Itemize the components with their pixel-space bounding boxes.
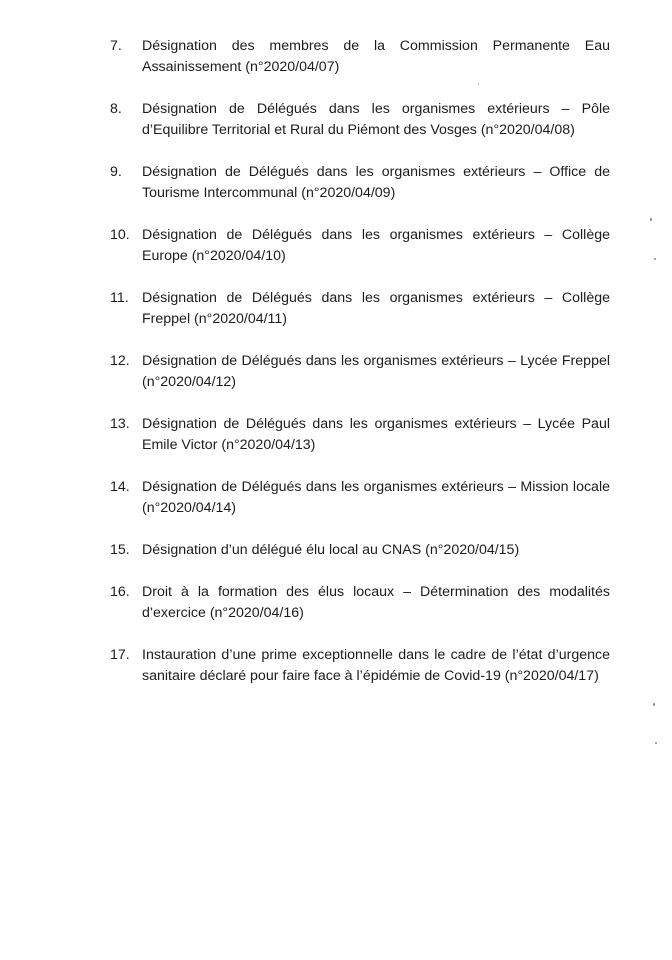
agenda-item-16 (110, 582, 610, 624)
agenda-item-7 (110, 36, 610, 78)
item-number: 11. (110, 290, 129, 306)
item-number: 16. (110, 584, 130, 600)
item-text: Désignation des membres de la Commission Permanente Eau Assainissement (n°2020/04/07) (142, 38, 610, 75)
item-text: Désignation de Délégués dans les organismes extérieurs – Pôle d’Equilibre Territorial et Rural du Piémont des Vosges (n°2020/04/08) (142, 101, 610, 138)
item-text: Désignation de Délégués dans les organismes extérieurs – Collège Europe (n°2020/04/10) (142, 227, 610, 264)
item-text: Désignation de Délégués dans les organismes extérieurs – Mission locale (n°2020/04/14) (142, 479, 610, 516)
scan-speck (478, 83, 479, 85)
agenda-item-11 (110, 288, 610, 330)
agenda-item-14 (110, 477, 610, 519)
item-number: 17. (110, 647, 130, 663)
agenda-item-8 (110, 99, 610, 141)
item-number: 9. (110, 164, 122, 180)
item-text: Droit à la formation des élus locaux – Détermination des modalités d’exercice (n°2020/04/16) (142, 584, 610, 621)
item-number: 13. (110, 416, 130, 432)
agenda-item-17 (110, 645, 610, 687)
scan-speck (653, 703, 655, 706)
item-number: 8. (110, 101, 122, 117)
item-number: 12. (110, 353, 130, 369)
item-number: 10. (110, 227, 130, 243)
scan-speck (655, 742, 657, 744)
item-text: Instauration d’une prime exceptionnelle dans le cadre de l’état d’urgence sanitaire déclaré pour faire face à l’épidémie de Covid-19 (n°2020/04/17) (142, 647, 610, 684)
agenda-item-9 (110, 162, 610, 204)
agenda-item-15 (110, 540, 610, 561)
item-number: 15. (110, 542, 130, 558)
item-text: Désignation d’un délégué élu local au CNAS (n°2020/04/15) (142, 542, 520, 558)
agenda-list (110, 36, 610, 708)
agenda-item-13 (110, 414, 610, 456)
item-text: Désignation de Délégués dans les organismes extérieurs – Office de Tourisme Intercommunal (n°2020/04/09) (142, 164, 610, 201)
agenda-item-12 (110, 351, 610, 393)
item-text: Désignation de Délégués dans les organismes extérieurs – Lycée Paul Emile Victor (n°2020/04/13) (142, 416, 610, 453)
item-number: 7. (110, 38, 122, 54)
scan-speck (650, 218, 652, 221)
scan-speck (654, 258, 656, 260)
item-text: Désignation de Délégués dans les organismes extérieurs – Collège Freppel (n°2020/04/11) (142, 290, 610, 327)
item-number: 14. (110, 479, 130, 495)
item-text: Désignation de Délégués dans les organismes extérieurs – Lycée Freppel (n°2020/04/12) (142, 353, 610, 390)
agenda-item-10 (110, 225, 610, 267)
